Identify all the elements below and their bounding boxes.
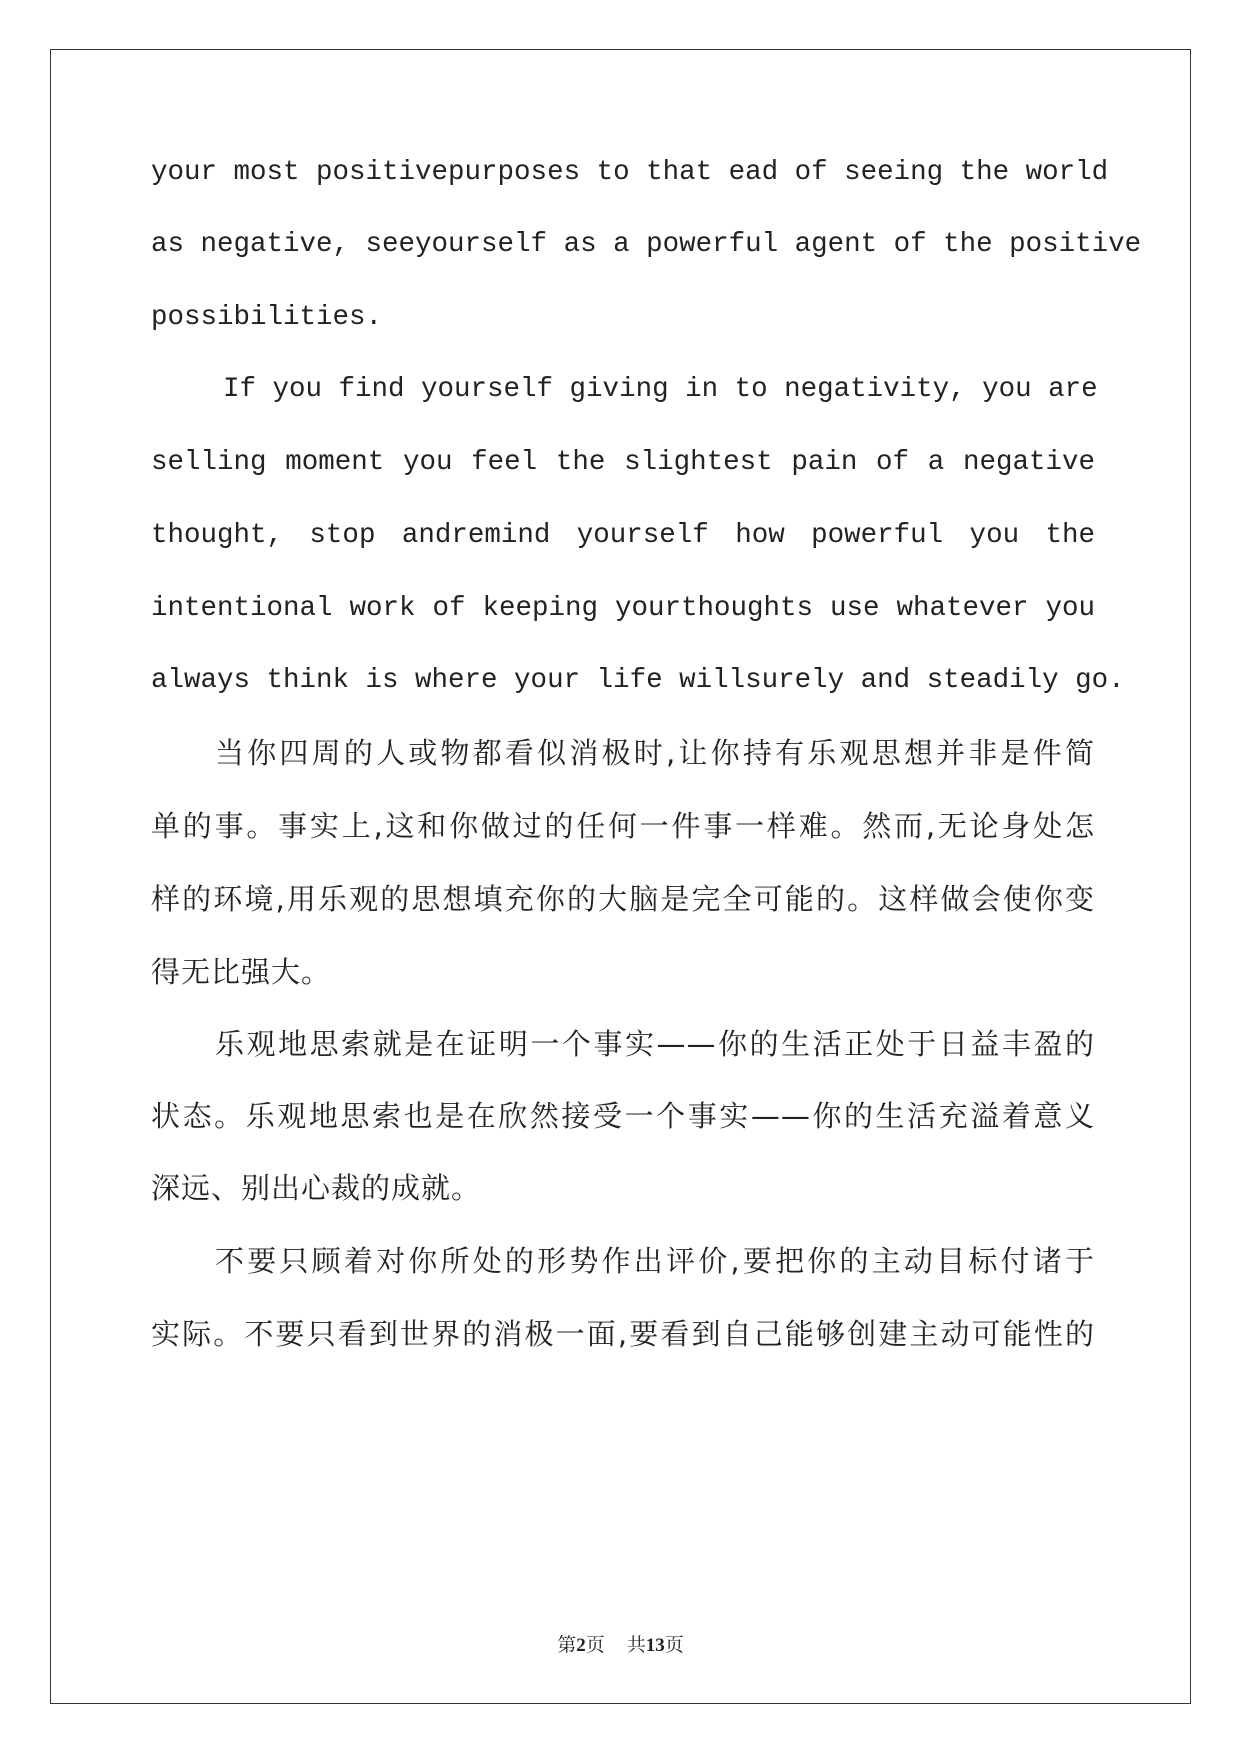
text-line: 得无比强大。 <box>151 955 332 989</box>
text-line: 单的事。事实上,这和你做过的任何一件事一样难。然而,无论身处怎 <box>151 809 1095 843</box>
footer-total-suffix: 页 <box>664 1634 684 1656</box>
text-line: If you find yourself giving in to negativity, you are <box>223 374 1098 405</box>
footer-total-pages: 13 <box>645 1635 665 1656</box>
footer-total-prefix: 共 <box>626 1634 646 1656</box>
text-line: selling moment you feel the slightest pain of a negative <box>151 447 1095 478</box>
text-line: thought, stop andremind yourself how powerful you the <box>151 520 1095 551</box>
footer-page-prefix: 第 <box>557 1634 577 1656</box>
text-line: always think is where your life willsurely and steadily go. <box>151 665 1125 696</box>
text-line: 状态。乐观地思索也是在欣然接受一个事实——你的生活充溢着意义 <box>151 1099 1095 1133</box>
text-line: 深远、别出心裁的成就。 <box>151 1171 482 1205</box>
text-line: 实际。不要只看到世界的消极一面,要看到自己能够创建主动可能性的 <box>151 1317 1095 1351</box>
text-line: your most positivepurposes to that ead of seeing the world <box>151 157 1109 188</box>
text-line: 乐观地思索就是在证明一个事实——你的生活正处于日益丰盈的 <box>215 1027 1095 1061</box>
text-line: intentional work of keeping yourthoughts use whatever you <box>151 593 1095 624</box>
text-line: 不要只顾着对你所处的形势作出评价,要把你的主动目标付诸于 <box>215 1244 1095 1278</box>
text-line: as negative, seeyourself as a powerful agent of the positive <box>151 229 1142 260</box>
text-line: possibilities. <box>151 302 383 333</box>
footer-page-suffix: 页 <box>585 1634 605 1656</box>
page-footer <box>0 1630 1241 1657</box>
footer-page-number: 2 <box>576 1635 586 1656</box>
text-line: 当你四周的人或物都看似消极时,让你持有乐观思想并非是件简 <box>215 736 1095 770</box>
text-line: 样的环境,用乐观的思想填充你的大脑是完全可能的。这样做会使你变 <box>151 882 1095 916</box>
